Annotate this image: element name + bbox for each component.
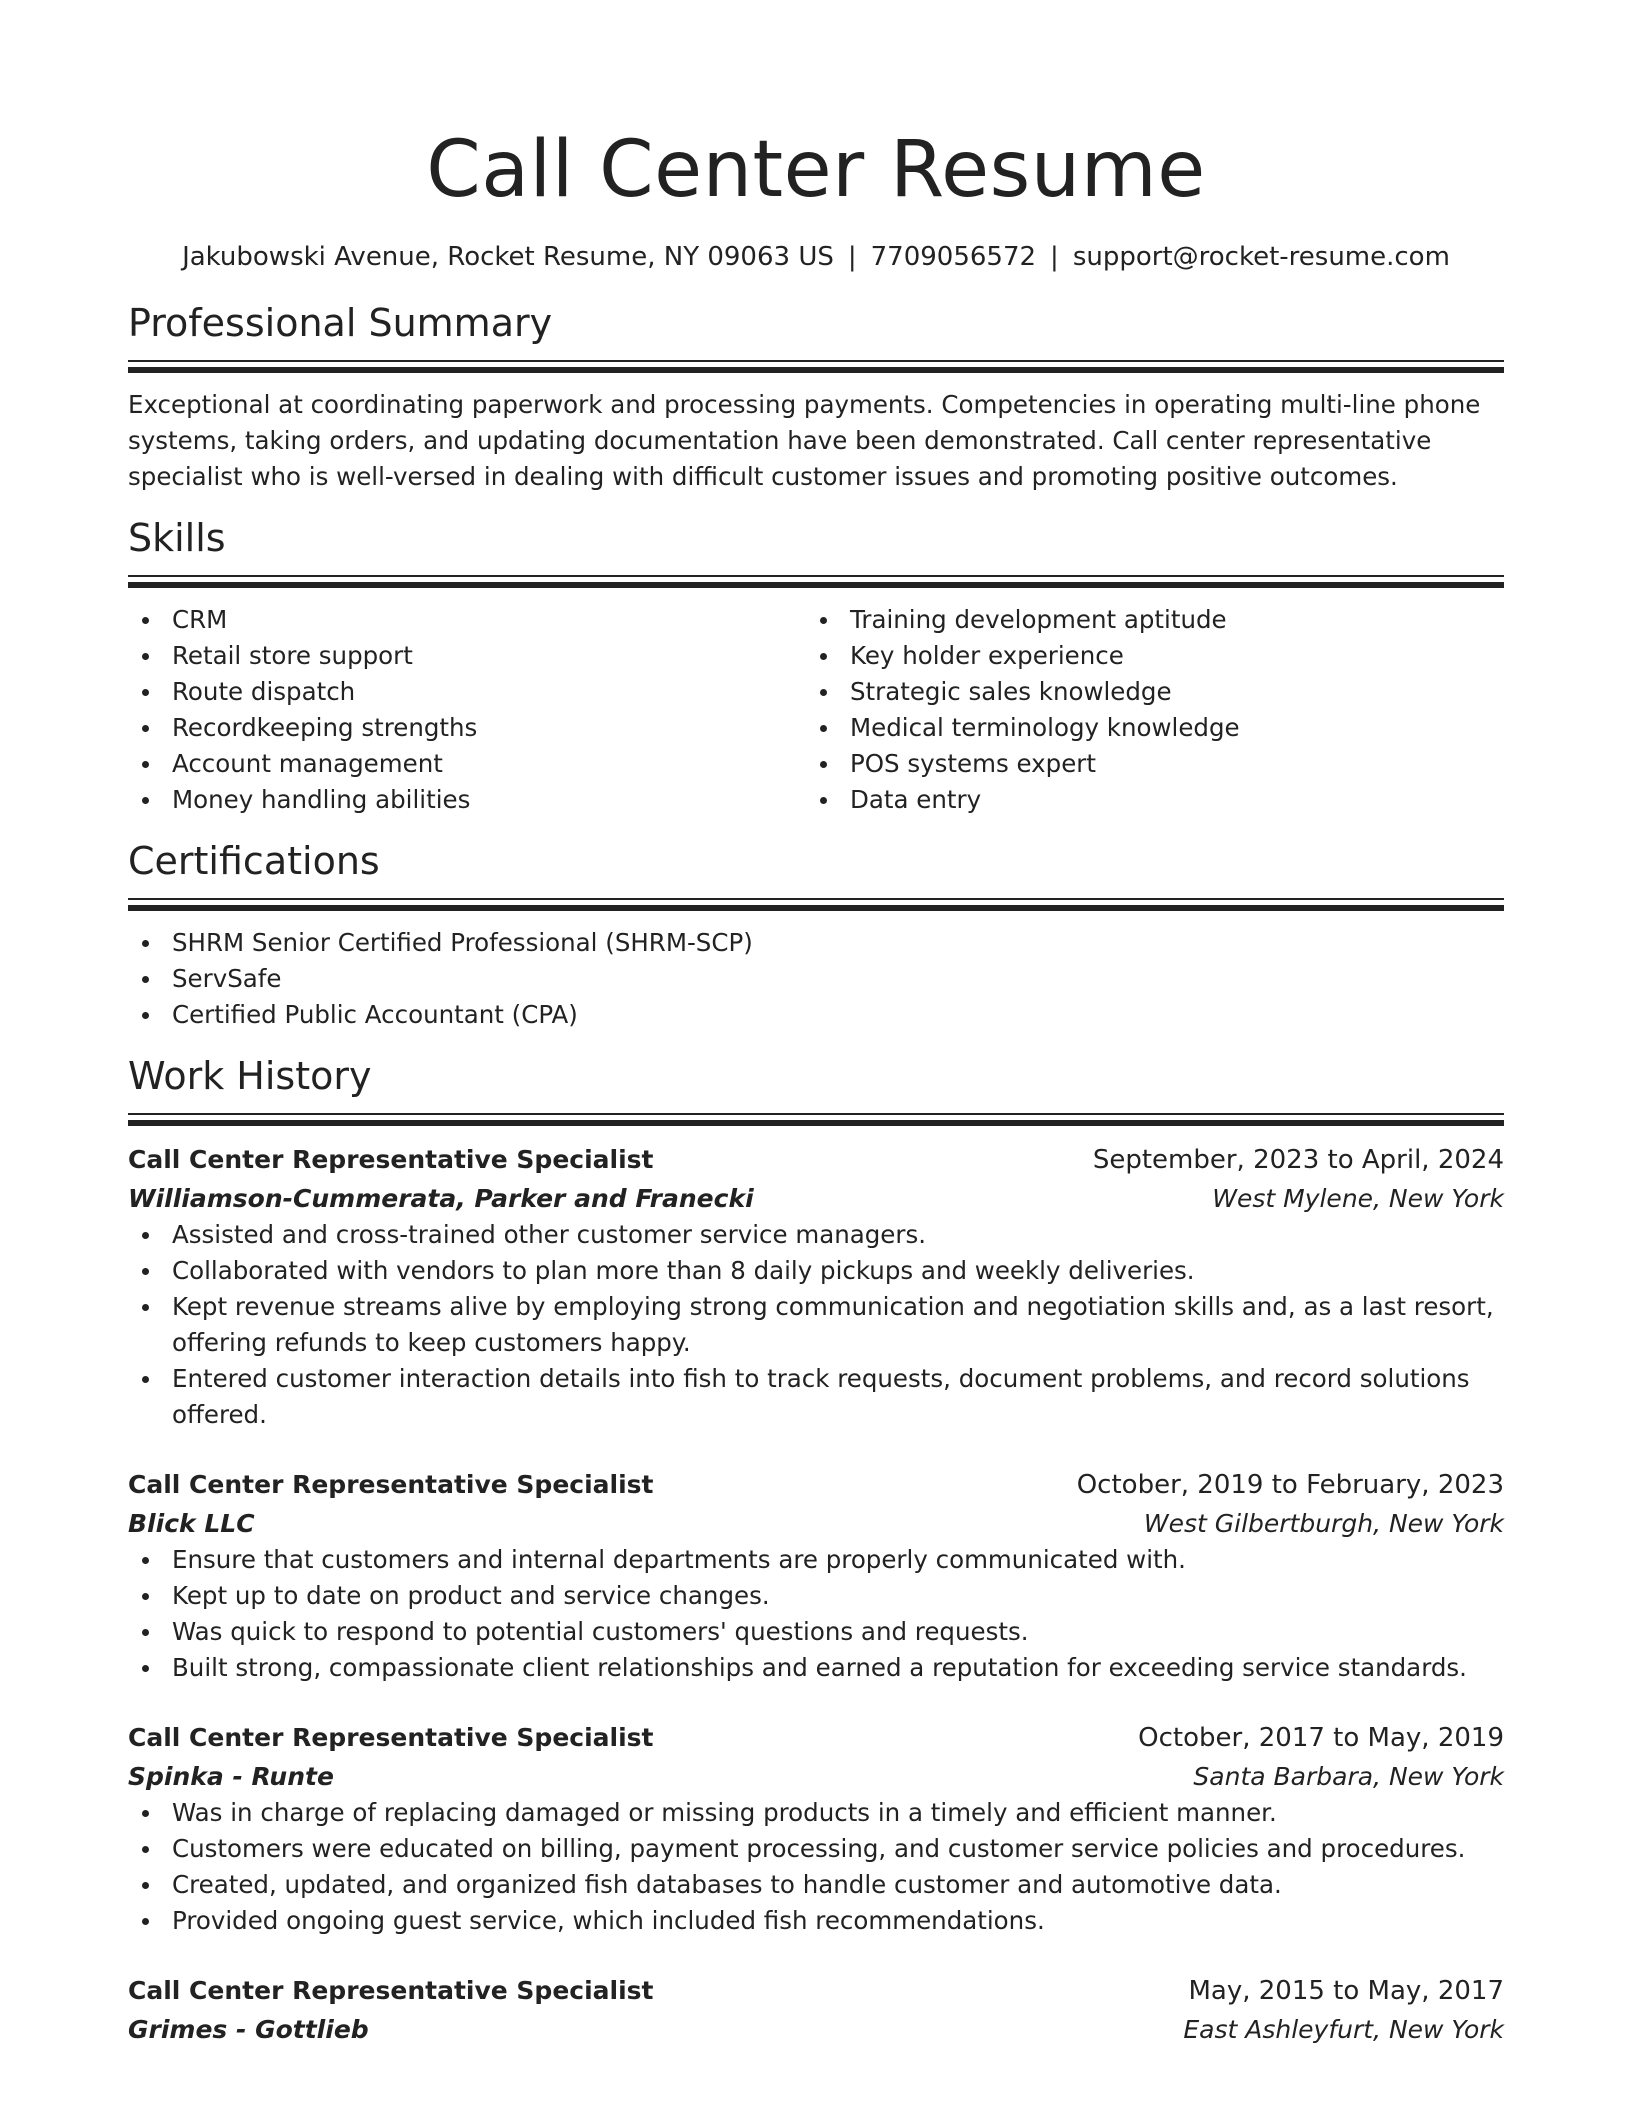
- job-subheader: [128, 1506, 1504, 1542]
- skill-item: Account management: [128, 746, 806, 782]
- job-bullet: Kept up to date on product and service changes.: [128, 1578, 1504, 1614]
- job-entry: [128, 1720, 1504, 1939]
- skill-item: Money handling abilities: [128, 782, 806, 818]
- job-bullet: Was quick to respond to potential customers' questions and requests.: [128, 1614, 1504, 1650]
- certifications-section: [128, 838, 1504, 1033]
- resume-page: [128, 0, 1504, 2048]
- job-bullet: Assisted and cross-trained other customer service managers.: [128, 1217, 1504, 1253]
- job-subheader: [128, 1759, 1504, 1795]
- section-heading-skills: Skills: [128, 516, 226, 560]
- job-bullet: Collaborated with vendors to plan more than 8 daily pickups and weekly deliveries.: [128, 1253, 1504, 1289]
- job-location: East Ashleyfurt, New York: [1183, 2015, 1504, 2044]
- job-bullet: Customers were educated on billing, payment processing, and customer service policies and procedures.: [128, 1831, 1504, 1867]
- job-subheader: [128, 2012, 1504, 2048]
- certification-item: Certified Public Accountant (CPA): [128, 997, 1504, 1033]
- contact-separator: |: [847, 242, 857, 272]
- job-bullet: Provided ongoing guest service, which included fish recommendations.: [128, 1903, 1504, 1939]
- job-title: Call Center Representative Specialist: [128, 1470, 654, 1499]
- job-company: Blick LLC: [128, 1509, 255, 1538]
- contact-phone[interactable]: 7709056572: [870, 242, 1037, 272]
- job-company: Grimes - Gottlieb: [128, 2015, 369, 2044]
- skill-item: Key holder experience: [806, 638, 1484, 674]
- skills-section: [128, 515, 1504, 818]
- job-bullet: Entered customer interaction details into fish to track requests, document problems, and record solutions offered.: [128, 1361, 1504, 1433]
- skill-item: Data entry: [806, 782, 1484, 818]
- skill-item: Training development aptitude: [806, 602, 1484, 638]
- section-heading-work-history: Work History: [128, 1054, 372, 1098]
- job-bullet: Ensure that customers and internal departments are properly communicated with.: [128, 1542, 1504, 1578]
- skills-columns: [128, 602, 1504, 818]
- job-location: Santa Barbara, New York: [1193, 1762, 1504, 1791]
- job-header: [128, 1142, 1504, 1178]
- job-company: Williamson-Cummerata, Parker and Franecki: [128, 1184, 754, 1213]
- job-bullet: Was in charge of replacing damaged or missing products in a timely and efficient manner.: [128, 1795, 1504, 1831]
- job-company: Spinka - Runte: [128, 1762, 334, 1791]
- section-rule-thick: [128, 367, 1504, 373]
- section-rule: [128, 360, 1504, 362]
- job-bullets: [128, 1542, 1504, 1686]
- job-entry: [128, 1973, 1504, 2048]
- skill-item: Retail store support: [128, 638, 806, 674]
- work-history-section: [128, 1053, 1504, 2048]
- job-title: Call Center Representative Specialist: [128, 1976, 654, 2005]
- job-dates: October, 2017 to May, 2019: [1138, 1723, 1504, 1753]
- section-rule-thick: [128, 1120, 1504, 1126]
- skill-item: Recordkeeping strengths: [128, 710, 806, 746]
- job-subheader: [128, 1181, 1504, 1217]
- job-entry: [128, 1467, 1504, 1686]
- skill-item: Strategic sales knowledge: [806, 674, 1484, 710]
- job-bullets: [128, 1795, 1504, 1939]
- job-title: Call Center Representative Specialist: [128, 1723, 654, 1752]
- job-bullet: Built strong, compassionate client relationships and earned a reputation for exceeding service standards.: [128, 1650, 1504, 1686]
- job-dates: September, 2023 to April, 2024: [1092, 1145, 1504, 1175]
- section-rule-thick: [128, 905, 1504, 911]
- job-location: West Gilbertburgh, New York: [1143, 1509, 1504, 1538]
- contact-address: Jakubowski Avenue, Rocket Resume, NY 09063 US: [182, 242, 834, 272]
- section-rule-thick: [128, 582, 1504, 588]
- job-dates: October, 2019 to February, 2023: [1076, 1470, 1504, 1500]
- job-location: West Mylene, New York: [1212, 1184, 1504, 1213]
- job-bullets: [128, 1217, 1504, 1433]
- section-heading-certifications: Certifications: [128, 839, 380, 883]
- job-entry: [128, 1142, 1504, 1433]
- skills-list-right: [806, 602, 1484, 818]
- skills-list-left: [128, 602, 806, 818]
- section-heading-summary: Professional Summary: [128, 301, 553, 345]
- contact-line: [128, 240, 1504, 274]
- job-header: [128, 1467, 1504, 1503]
- job-header: [128, 1973, 1504, 2009]
- resume-title: Call Center Resume: [426, 125, 1206, 215]
- professional-summary-section: [128, 300, 1504, 495]
- contact-email[interactable]: support@rocket-resume.com: [1072, 242, 1450, 272]
- certifications-list: [128, 925, 1504, 1033]
- certification-item: SHRM Senior Certified Professional (SHRM-SCP): [128, 925, 1504, 961]
- job-dates: May, 2015 to May, 2017: [1188, 1976, 1504, 2006]
- skill-item: CRM: [128, 602, 806, 638]
- summary-text: Exceptional at coordinating paperwork and processing payments. Competencies in operating multi-line phone systems, taking orders, and updating documentation have been demonstrated. Call center representative specialist who is well-versed in dealing with difficult customer issues and promoting positive outcomes.: [128, 390, 1481, 491]
- skill-item: Route dispatch: [128, 674, 806, 710]
- job-header: [128, 1720, 1504, 1756]
- job-bullet: Created, updated, and organized fish databases to handle customer and automotive data.: [128, 1867, 1504, 1903]
- certification-item: ServSafe: [128, 961, 1504, 997]
- section-rule: [128, 575, 1504, 577]
- section-rule: [128, 898, 1504, 900]
- job-bullet: Kept revenue streams alive by employing strong communication and negotiation skills and, as a last resort, offering refunds to keep customers happy.: [128, 1289, 1504, 1361]
- skill-item: Medical terminology knowledge: [806, 710, 1484, 746]
- job-title: Call Center Representative Specialist: [128, 1145, 654, 1174]
- contact-separator: |: [1050, 242, 1059, 272]
- skill-item: POS systems expert: [806, 746, 1484, 782]
- section-rule: [128, 1113, 1504, 1115]
